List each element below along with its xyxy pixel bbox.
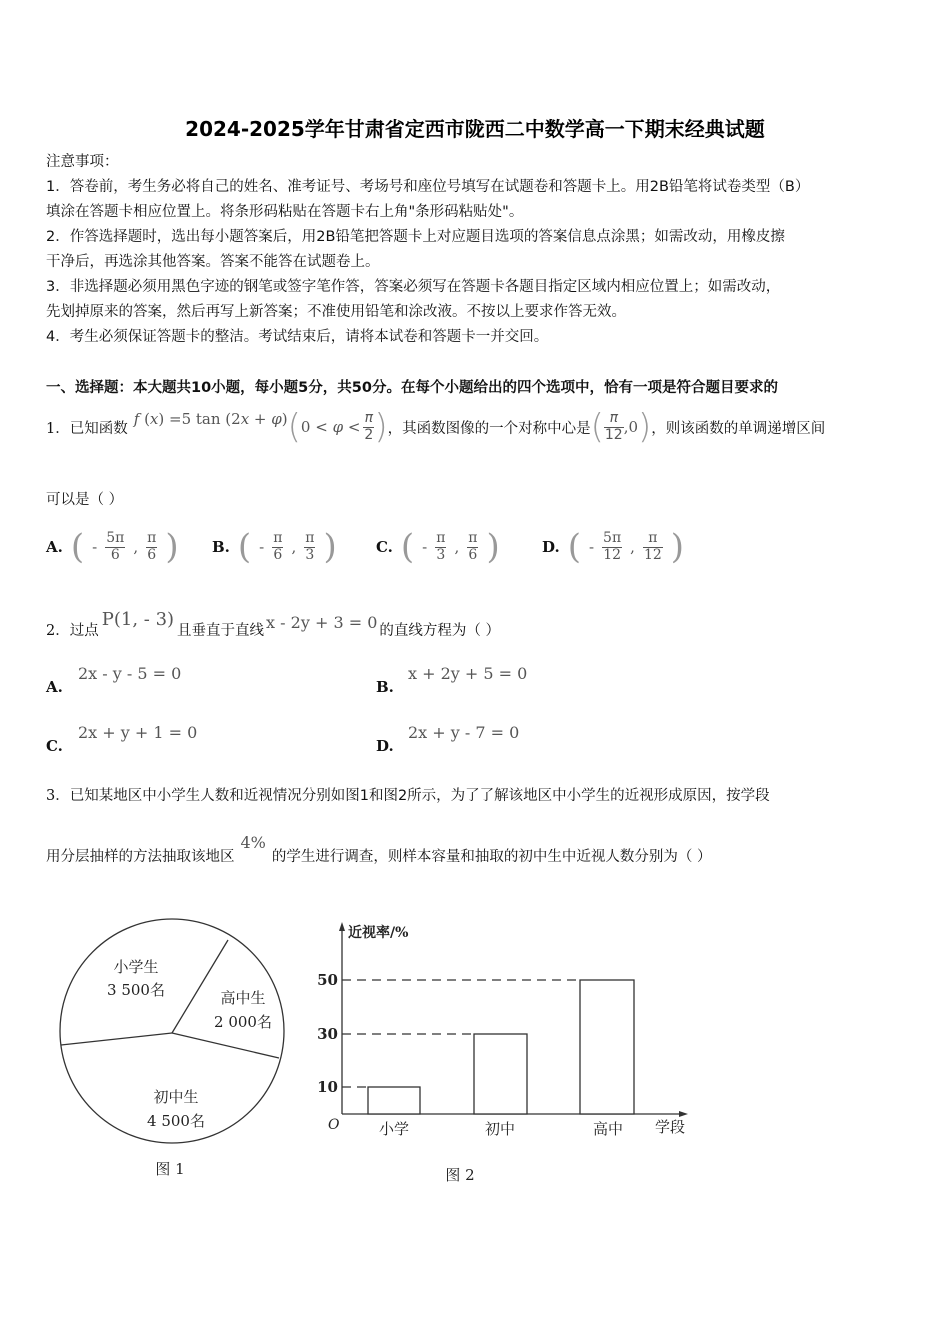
- paren-left: (: [237, 527, 252, 567]
- numerator: π: [643, 531, 663, 547]
- paren-left: (: [70, 527, 85, 567]
- fraction-pi-over-12: $\frac{\pi}{12}$: [604, 410, 623, 443]
- bar-primary: [368, 1087, 420, 1114]
- question-mid: 且垂直于直线: [177, 623, 265, 639]
- denominator: 6: [147, 546, 157, 563]
- slice-label-high: 高中生: [220, 989, 266, 1007]
- question-1: [46, 400, 825, 454]
- bar-high: [580, 980, 634, 1114]
- option-label: A.: [46, 678, 63, 696]
- slice-value-primary: 3 500名: [107, 981, 165, 999]
- paren-left: (: [287, 407, 301, 447]
- x-tick-high: 高中: [592, 1120, 624, 1138]
- fraction: [467, 531, 478, 563]
- note-line: 先划掉原来的答案，然后再写上新答案；不准使用铅笔和涂改液。不按以上要求作答无效。: [46, 304, 626, 320]
- question-line2-prefix: 用分层抽样的方法抽取该地区: [46, 849, 235, 865]
- option-label: B.: [212, 538, 230, 556]
- option-a[interactable]: [46, 522, 179, 572]
- x-axis-label: 学段: [655, 1118, 686, 1136]
- option-equation: 2x + y + 1 = 0: [78, 723, 198, 742]
- slice-label-primary: 小学生: [113, 958, 159, 976]
- note-line: 填涂在答题卡相应位置上。将条形码粘贴在答题卡右上角"条形码粘贴处"。: [46, 204, 524, 220]
- denominator: 6: [468, 546, 478, 563]
- notes-heading: 注意事项：: [46, 154, 119, 170]
- paren-left: (: [567, 527, 581, 567]
- option-c[interactable]: [376, 522, 500, 572]
- minus-sign: -: [422, 538, 428, 556]
- y-axis-arrow-icon: [339, 922, 345, 931]
- slice-label-middle: 初中生: [153, 1088, 199, 1106]
- bar-middle: [474, 1034, 527, 1114]
- numerator: π: [468, 530, 478, 547]
- denominator: 3: [436, 546, 446, 563]
- note-line: 干净后，再选涂其他答案。答案不能答在试题卷上。: [46, 254, 380, 270]
- denominator: 12: [603, 546, 622, 563]
- question-line1: 已知某地区中小学生人数和近视情况分别如图1和图2所示，为了了解该地区中小学生的近视形成原因，按学段: [69, 788, 770, 804]
- denominator: 6: [273, 546, 283, 563]
- question-number: 3．: [46, 788, 70, 804]
- figure-caption: 图 2: [445, 1166, 475, 1184]
- y-tick-30: 30: [317, 1025, 338, 1043]
- pie-chart-figure-1: [50, 905, 300, 1185]
- note-line: 4．考生必须保证答题卡的整洁。考试结束后，请将本试卷和答题卡一并交回。: [46, 329, 549, 345]
- denominator: 3: [305, 546, 315, 563]
- minus-sign: -: [259, 538, 265, 556]
- option-b[interactable]: [376, 664, 676, 698]
- option-d[interactable]: [542, 522, 684, 572]
- fraction-pi-over-2: $\frac{\pi}{2}$: [364, 410, 374, 443]
- numerator: 5π: [106, 530, 125, 547]
- comma: ,: [630, 538, 635, 556]
- note-line: 2．作答选择题时，选出每小题答案后，用2B铅笔把答题卡上对应题目选项的答案信息点涂黑；如需改动，用橡皮擦: [46, 229, 785, 245]
- question-suffix: ，则该函数的单调递增区间: [651, 420, 826, 437]
- origin-label: O: [328, 1117, 340, 1133]
- fraction: [435, 531, 446, 563]
- option-label: C.: [46, 737, 63, 755]
- denominator: 12: [643, 546, 662, 563]
- paren-right: ): [638, 407, 652, 447]
- fraction: [643, 531, 663, 563]
- numerator: π: [273, 530, 283, 547]
- pie-outline: [60, 919, 284, 1143]
- option-equation: x + 2y + 5 = 0: [408, 664, 528, 683]
- option-c[interactable]: [46, 723, 346, 757]
- option-label: D.: [376, 737, 394, 755]
- option-label: A.: [46, 538, 63, 556]
- option-b[interactable]: [212, 522, 337, 572]
- fraction: [602, 531, 622, 563]
- option-label: C.: [376, 538, 393, 556]
- question-number: 2．: [46, 623, 70, 639]
- paren-left: (: [590, 407, 604, 447]
- paren-right: ): [323, 527, 337, 567]
- question-2: [46, 606, 500, 640]
- paren-left: (: [400, 527, 415, 567]
- fraction: [304, 531, 315, 563]
- x-tick-primary: 小学: [378, 1120, 410, 1138]
- paren-right: ): [486, 527, 500, 567]
- comma: ,: [133, 538, 139, 556]
- y-tick-50: 50: [317, 971, 338, 989]
- function-formula: f (x) =5 tan (2x + φ): [133, 410, 288, 428]
- minus-sign: -: [588, 538, 595, 556]
- minus-sign: -: [92, 538, 98, 556]
- point-p: P(1, - 3): [101, 609, 175, 630]
- question-3: [46, 784, 770, 805]
- question-mid: ，其函数图像的一个对称中心是: [387, 420, 591, 437]
- y-axis-label: 近视率/%: [348, 925, 409, 941]
- question-number: 1．: [46, 420, 70, 437]
- option-d[interactable]: [376, 723, 676, 757]
- question-line2-suffix: 的学生进行调查，则样本容量和抽取的初中生中近视人数分别为（ ）: [271, 849, 712, 865]
- slice-value-middle: 4 500名: [147, 1112, 205, 1130]
- numerator: π: [147, 530, 157, 547]
- option-equation: 2x - y - 5 = 0: [78, 664, 182, 683]
- page-title: 2024-2025学年甘肃省定西市陇西二中数学高一下期末经典试题: [185, 117, 765, 141]
- paren-right: ): [165, 527, 179, 567]
- x-tick-middle: 初中: [484, 1120, 516, 1138]
- sample-percent: 4%: [240, 833, 266, 852]
- option-label: B.: [376, 678, 394, 696]
- note-line: 3．非选择题必须用黑色字迹的钢笔或签字笔作答，答案必须写在答题卡各题目指定区域内相应位置上；如需改动，: [46, 279, 781, 295]
- numerator: π: [436, 530, 446, 547]
- note-line: 1．答卷前，考生务必将自己的姓名、准考证号、考场号和座位号填写在试题卷和答题卡上。用2B铅笔将试卷类型（B）: [46, 179, 810, 195]
- question-suffix: 的直线方程为（ ）: [379, 623, 500, 639]
- x-axis-arrow-icon: [679, 1111, 688, 1117]
- figure-caption: 图 1: [155, 1160, 185, 1178]
- option-equation: 2x + y - 7 = 0: [408, 723, 520, 742]
- slice-value-high: 2 000名: [214, 1013, 272, 1031]
- comma: ,: [291, 538, 297, 556]
- denominator: 6: [110, 546, 120, 563]
- bar-chart-figure-2: [310, 910, 710, 1190]
- question-3-line2: [46, 832, 712, 866]
- phi-condition: 0 < φ <: [300, 418, 361, 436]
- fraction: [105, 531, 125, 563]
- numerator: π: [305, 530, 315, 547]
- line-equation: x - 2y + 3 = 0: [266, 613, 378, 632]
- comma: ,: [454, 538, 460, 556]
- question-1-line2: 可以是（ ）: [46, 492, 124, 508]
- paren-right: ): [670, 527, 685, 567]
- question-prefix: 已知函数: [69, 420, 128, 437]
- numerator: 5π: [603, 530, 622, 547]
- center-y: ,0: [623, 418, 639, 436]
- question-prefix: 过点: [69, 623, 99, 639]
- option-a[interactable]: [46, 664, 346, 698]
- section-heading: 一、选择题：本大题共10小题，每小题5分，共50分。在每个小题给出的四个选项中，恰有一项是符合题目要求的: [46, 380, 778, 396]
- paren-right: ): [374, 407, 388, 447]
- fraction: [146, 531, 157, 563]
- fraction: [272, 531, 283, 563]
- option-label: D.: [542, 538, 560, 556]
- y-tick-10: 10: [317, 1078, 338, 1096]
